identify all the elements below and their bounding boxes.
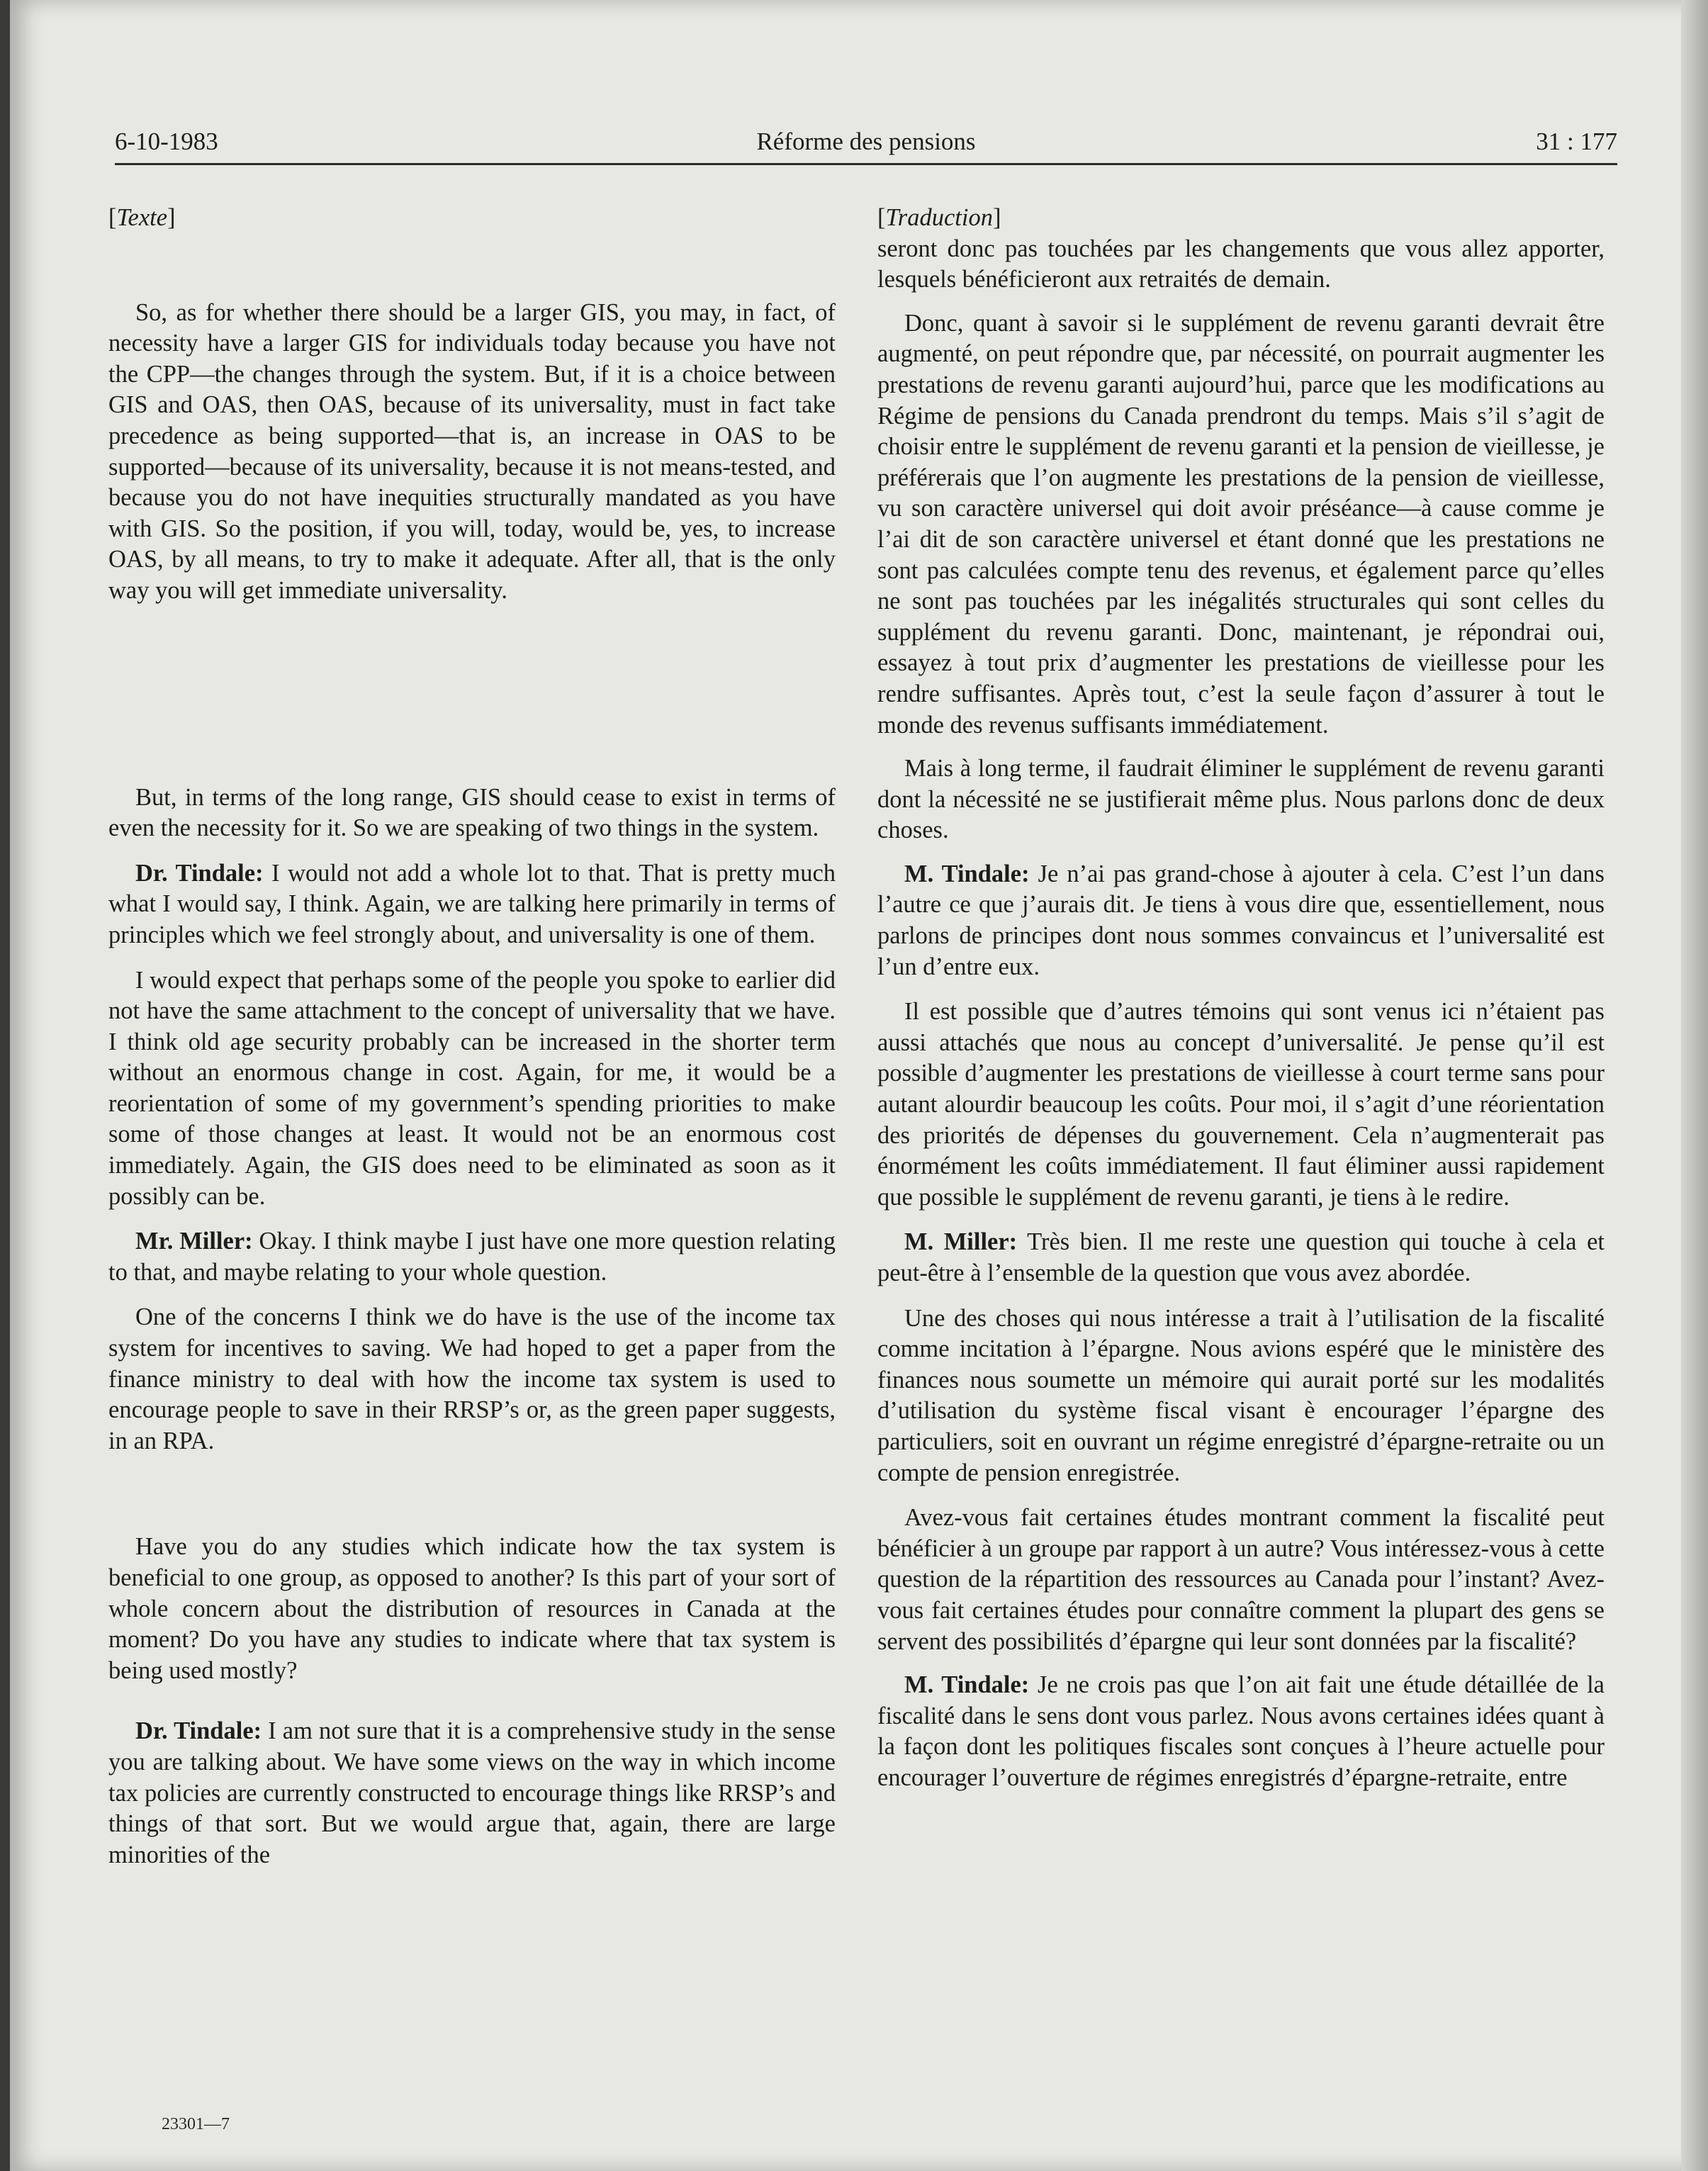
speech-paragraph xyxy=(877,1670,1605,1793)
speech-text: I would not add a whole lot to that. That is pretty much what I would say, I think. Again, we are talking here primarily in terms of principles which we feel strongly about, and universality is one of them. xyxy=(108,859,836,948)
right-column xyxy=(877,198,1605,1794)
page-header xyxy=(115,125,1617,165)
paragraph: Donc, quant à savoir si le supplément de revenu garanti devrait être augmenté, on peut répondre que, par nécessité, on pourrait augmenter les prestations de revenu garanti aujourd’hui, parce que les modifications au Régime de pensions du Canada prendront du temps. Mais s’il s’agit de choisir entre le supplément de revenu garanti et la pension de vieillesse, je préférerais que l’on augmente les prestations de la pension de vieillesse, vu son caractère universel qui doit avoir préséance—à cause comme je l’ai dit de son caractère universel et étant donné que les prestations ne sont pas calculées compte tenu des revenus, et également parce qu’elles ne sont pas touchées par les inégalités structurales qui sont celles du supplément du revenu garanti. Donc, maintenant, je répondrai oui, essayez à tout prix d’augmenter les prestations de vieillesse pour les rendre suffisantes. Après tout, c’est la seule façon d’assurer à tout le monde des revenus suffisants immédiatement. xyxy=(877,309,1605,739)
page-edge xyxy=(1681,0,1708,2171)
section-label-traduction: [Traduction] xyxy=(877,204,1001,231)
speech-text: I am not sure that it is a comprehensive study in the sense you are talking about. We have some views on the way in which income tax policies are currently constructed to encourage things like RRSP’s and things of that sort. But we would argue that, again, there are large minorities of the xyxy=(108,1717,836,1868)
speech-paragraph xyxy=(877,1227,1605,1289)
paragraph: Mais à long terme, il faudrait éliminer le supplément de revenu garanti dont la nécessité ne se justifierait même plus. Nous parlons donc de deux choses. xyxy=(877,755,1605,844)
paragraph: Une des choses qui nous intéresse a trait à l’utilisation de la fiscalité comme incitation à l’épargne. Nous avions espéré que le ministère des finances nous soumette un mémoire qui aurait porté sur les modalités d’utilisation du système fiscal visant è encourager l’épargne des particuliers, soit en ouvrant un régime enregistré d’épargne-retraite ou un compte de pension enregistrée. xyxy=(877,1304,1605,1486)
speech-text: Je ne crois pas que l’on ait fait une étude détaillée de la fiscalité dans le sens dont vous parlez. Nous avons certaines idées quant à la façon dont les politiques fiscales sont conçues à l’heure actuelle pour encourager l’ouverture de régimes enregistrés d’épargne-retraite, entre xyxy=(877,1671,1605,1791)
binding-edge xyxy=(0,0,10,2171)
paragraph: So, as for whether there should be a larger GIS, you may, in fact, of necessity have a larger GIS for individuals today because you have not the CPP—the changes through the system. But, if it is a choice between GIS and OAS, then OAS, because of its universality, must in fact take precedence as being supported—that is, an increase in OAS to be supported—because of its universality, because it is not means-tested, and because you do not have inequities structurally mandated as you have with GIS. So the position, if you will, today, would be, yes, to increase OAS, by all means, to try to make it adequate. After all, that is the only way you will get immediate universality. xyxy=(108,298,836,604)
speaker-name: M. Tindale: xyxy=(904,860,1030,887)
paragraph: Have you do any studies which indicate how the tax system is beneficial to one group, as opposed to another? Is this part of your sort of whole concern about the distribution of resources in Canada at the moment? Do you have any studies to indicate where that tax system is being used mostly? xyxy=(108,1533,836,1684)
header-date: 6-10-1983 xyxy=(115,128,218,155)
section-label-texte: [Texte] xyxy=(108,204,176,231)
speech-text: Je n’ai pas grand-chose à ajouter à cela. C’est l’un dans l’autre ce que j’aurais dit. Je tiens à vous dire que, essentiellement, nous parlons de principes dont nous sommes convaincus et l’universalité est l’un d’entre eux. xyxy=(877,860,1605,980)
speaker-name: Dr. Tindale: xyxy=(135,1717,262,1745)
speaker-name: Mr. Miller: xyxy=(135,1228,253,1255)
speech-paragraph xyxy=(108,858,836,951)
header-page-number: 31 : 177 xyxy=(1536,128,1617,155)
speech-paragraph xyxy=(877,859,1605,982)
speaker-name: M. Miller: xyxy=(904,1228,1018,1256)
paragraph: I would expect that perhaps some of the people you spoke to earlier did not have the same attachment to the concept of universality that we have. I think old age security probably can be increased in the shorter term without an enormous change in cost. Again, for me, it would be a reorientation of some of my government’s spending priorities to make some of those changes at least. It would not be an enormous cost immediately. Again, the GIS does need to be eliminated as soon as it possibly can be. xyxy=(108,966,836,1210)
paragraph: Il est possible que d’autres témoins qui sont venus ici n’étaient pas aussi attachés que nous au concept d’universalité. Je pense qu’il est possible d’augmenter les prestations de vieillesse à court terme sans pour autant alourdir beaucoup les coûts. Pour moi, il s’agit d’une réorientation des priorités de dépenses du gouvernement. Cela n’augmenterait pas énormément les coûts immédiatement. Il faut éliminer aussi rapidement que possible le supplément de revenu garanti, je tiens à le redire. xyxy=(877,998,1605,1211)
speaker-name: Dr. Tindale: xyxy=(135,859,264,887)
speech-paragraph xyxy=(108,1716,836,1870)
paragraph: seront donc pas touchées par les changements que vous allez apporter, lesquels bénéficieront aux retraités de demain. xyxy=(877,235,1605,293)
speech-text: Okay. I think maybe I just have one more question relating to that, and maybe relating to your whole question. xyxy=(108,1228,836,1286)
paragraph: Avez-vous fait certaines études montrant comment la fiscalité peut bénéficier à un groupe par rapport à un autre? Vous intéressez-vous à cette question de la répartition des ressources au Canada pour l’instant? Avez-vous fait certaines études pour connaître comment la plupart des gens se servent des possibilités d’épargne qui leur sont données par la fiscalité? xyxy=(877,1504,1605,1655)
left-column xyxy=(108,198,836,1870)
print-code: 23301—7 xyxy=(162,2115,230,2133)
speech-paragraph xyxy=(108,1226,836,1288)
paragraph: One of the concerns I think we do have is the use of the income tax system for incentives to saving. We had hoped to get a paper from the finance ministry to deal with how the income tax system is used to encourage people to save in their RRSP’s or, as the green paper suggests, in an RPA. xyxy=(108,1303,836,1454)
speaker-name: M. Tindale: xyxy=(904,1671,1030,1699)
header-title: Réforme des pensions xyxy=(756,128,976,155)
speech-text: Très bien. Il me reste une question qui touche à cela et peut-être à l’ensemble de la question que vous avez abordée. xyxy=(877,1228,1605,1286)
paragraph: But, in terms of the long range, GIS should cease to exist in terms of even the necessity for it. So we are speaking of two things in the system. xyxy=(108,783,836,842)
